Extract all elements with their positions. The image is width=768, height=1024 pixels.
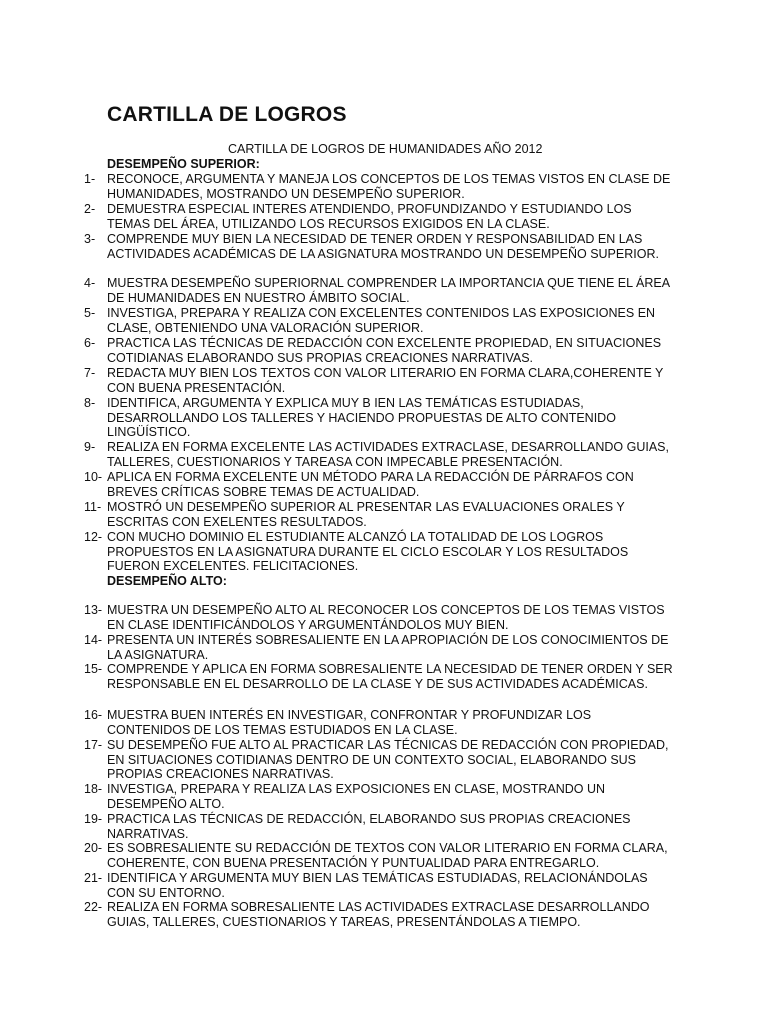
list-item <box>84 440 674 469</box>
item-number: 15- <box>84 662 103 676</box>
item-number: 5- <box>84 306 96 320</box>
item-text: REALIZA EN FORMA EXCELENTE LAS ACTIVIDADES EXTRACLASE, DESARROLLANDO GUIAS, TALLERES, CUESTIONARIOS Y TAREASA CON IMPECABLE PRESENTACIÓN. <box>107 440 669 469</box>
item-number: 21- <box>84 871 103 885</box>
item-number: 18- <box>84 782 103 796</box>
item-text: COMPRENDE Y APLICA EN FORMA SOBRESALIENTE LA NECESIDAD DE TENER ORDEN Y SER RESPONSABLE EN EL DESARROLLO DE LA CLASE Y DE SUS ACTIVIDADES ACADÉMICAS. <box>107 662 673 691</box>
item-text: MOSTRÓ UN DESEMPEÑO SUPERIOR AL PRESENTAR LAS EVALUACIONES ORALES Y ESCRITAS CON EXELENTES RESULTADOS. <box>107 500 625 529</box>
list-item <box>84 470 674 499</box>
item-number: 7- <box>84 366 96 380</box>
list-item <box>84 396 674 440</box>
item-number: 11- <box>84 500 102 514</box>
item-number: 19- <box>84 812 103 826</box>
item-text: DEMUESTRA ESPECIAL INTERES ATENDIENDO, PROFUNDIZANDO Y ESTUDIANDO LOS TEMAS DEL ÁREA, UTILIZANDO LOS RECURSOS EXIGIDOS EN LA CLASE. <box>107 202 632 231</box>
item-text: PRACTICA LAS TÉCNICAS DE REDACCIÓN, ELABORANDO SUS PROPIAS CREACIONES NARRATIVAS. <box>107 812 631 841</box>
item-number: 3- <box>84 232 96 246</box>
page-title: CARTILLA DE LOGROS <box>107 103 347 126</box>
list-item <box>84 232 674 261</box>
list-item <box>84 782 674 811</box>
item-text: CON MUCHO DOMINIO EL ESTUDIANTE ALCANZÓ LA TOTALIDAD DE LOS LOGROS PROPUESTOS EN LA ASIGNATURA DURANTE EL CICLO ESCOLAR Y LOS RESULTADOS FUERON EXCELENTES. FELICITACIONES. <box>107 530 629 574</box>
list-item <box>84 500 674 529</box>
item-number: 10- <box>84 470 103 484</box>
list-item <box>84 202 674 231</box>
item-text: IDENTIFICA Y ARGUMENTA MUY BIEN LAS TEMÁTICAS ESTUDIADAS, RELACIONÁNDOLAS CON SU ENTORNO. <box>107 871 648 900</box>
item-number: 14- <box>84 633 103 647</box>
item-text: COMPRENDE MUY BIEN LA NECESIDAD DE TENER ORDEN Y RESPONSABILIDAD EN LAS ACTIVIDADES ACADÉMICAS DE LA ASIGNATURA MOSTRANDO UN DESEMPEÑO SUPERIOR. <box>107 232 659 261</box>
item-text: INVESTIGA, PREPARA Y REALIZA CON EXCELENTES CONTENIDOS LAS EXPOSICIONES EN CLASE, OBTENIENDO UNA VALORACIÓN SUPERIOR. <box>107 306 656 335</box>
document-subtitle: CARTILLA DE LOGROS DE HUMANIDADES AÑO 2012 <box>228 142 543 156</box>
list-item <box>84 530 674 574</box>
item-text: RECONOCE, ARGUMENTA Y MANEJA LOS CONCEPTOS DE LOS TEMAS VISTOS EN CLASE DE HUMANIDADES, MOSTRANDO UN DESEMPEÑO SUPERIOR. <box>107 172 671 201</box>
item-text: PRACTICA LAS TÉCNICAS DE REDACCIÓN CON EXCELENTE PROPIEDAD, EN SITUACIONES COTIDIANAS ELABORANDO SUS PROPIAS CREACIONES NARRATIVAS. <box>107 336 662 365</box>
item-number: 22- <box>84 900 103 914</box>
item-number: 12- <box>84 530 103 544</box>
list-item <box>84 871 674 900</box>
list-item <box>84 662 674 691</box>
list-item <box>84 812 674 841</box>
list-item <box>84 366 674 395</box>
item-text: REDACTA MUY BIEN LOS TEXTOS CON VALOR LITERARIO EN FORMA CLARA,COHERENTE Y CON BUENA PRESENTACIÓN. <box>107 366 664 395</box>
item-number: 2- <box>84 202 96 216</box>
item-text: INVESTIGA, PREPARA Y REALIZA LAS EXPOSICIONES EN CLASE, MOSTRANDO UN DESEMPEÑO ALTO. <box>107 782 606 811</box>
item-number: 4- <box>84 276 96 290</box>
item-text: SU DESEMPEÑO FUE ALTO AL PRACTICAR LAS TÉCNICAS DE REDACCIÓN CON PROPIEDAD, EN SITUACIONES COTIDIANAS DENTRO DE UN CONTEXTO SOCIAL, ELABORANDO SUS PROPIAS CREACIONES NARRATIVAS. <box>107 738 669 782</box>
section-heading-superior: DESEMPEÑO SUPERIOR: <box>107 157 260 171</box>
item-number: 17- <box>84 738 103 752</box>
list-item <box>84 336 674 365</box>
item-text: APLICA EN FORMA EXCELENTE UN MÉTODO PARA LA REDACCIÓN DE PÁRRAFOS CON BREVES CRÍTICAS SOBRE TEMAS DE ACTUALIDAD. <box>107 470 634 499</box>
item-number: 8- <box>84 396 96 410</box>
item-text: MUESTRA DESEMPEÑO SUPERIORNAL COMPRENDER LA IMPORTANCIA QUE TIENE EL ÁREA DE HUMANIDADES EN NUESTRO ÁMBITO SOCIAL. <box>107 276 670 305</box>
item-text: IDENTIFICA, ARGUMENTA Y EXPLICA MUY B IEN LAS TEMÁTICAS ESTUDIADAS, DESARROLLANDO LOS TALLERES Y HACIENDO PROPUESTAS DE ALTO CONTENIDO LINGÜÍSTICO. <box>107 396 616 440</box>
section-heading-alto: DESEMPEÑO ALTO: <box>107 574 227 588</box>
list-item <box>84 633 674 662</box>
list-item <box>84 276 674 305</box>
list-item <box>84 738 674 782</box>
item-number: 1- <box>84 172 96 186</box>
item-number: 13- <box>84 603 103 617</box>
list-item <box>84 708 674 737</box>
item-text: REALIZA EN FORMA SOBRESALIENTE LAS ACTIVIDADES EXTRACLASE DESARROLLANDO GUIAS, TALLERES, CUESTIONARIOS Y TAREAS, PRESENTÁNDOLAS A TIEMPO. <box>107 900 650 929</box>
item-number: 6- <box>84 336 96 350</box>
item-text: MUESTRA BUEN INTERÉS EN INVESTIGAR, CONFRONTAR Y PROFUNDIZAR LOS CONTENIDOS DE LOS TEMAS ESTUDIADOS EN LA CLASE. <box>107 708 592 737</box>
list-item <box>84 172 674 201</box>
item-number: 9- <box>84 440 96 454</box>
item-number: 16- <box>84 708 103 722</box>
list-item <box>84 900 674 929</box>
list-item <box>84 603 674 632</box>
list-item <box>84 841 674 870</box>
list-item <box>84 306 674 335</box>
item-number: 20- <box>84 841 103 855</box>
item-text: PRESENTA UN INTERÉS SOBRESALIENTE EN LA APROPIACIÓN DE LOS CONOCIMIENTOS DE LA ASIGNATURA. <box>107 633 669 662</box>
item-text: MUESTRA UN DESEMPEÑO ALTO AL RECONOCER LOS CONCEPTOS DE LOS TEMAS VISTOS EN CLASE IDENTIFICÁNDOLOS Y ARGUMENTÁNDOLOS MUY BIEN. <box>107 603 665 632</box>
item-text: ES SOBRESALIENTE SU REDACCIÓN DE TEXTOS CON VALOR LITERARIO EN FORMA CLARA, COHERENTE, CON BUENA PRESENTACIÓN Y PUNTUALIDAD PARA ENTREGARLO. <box>107 841 668 870</box>
